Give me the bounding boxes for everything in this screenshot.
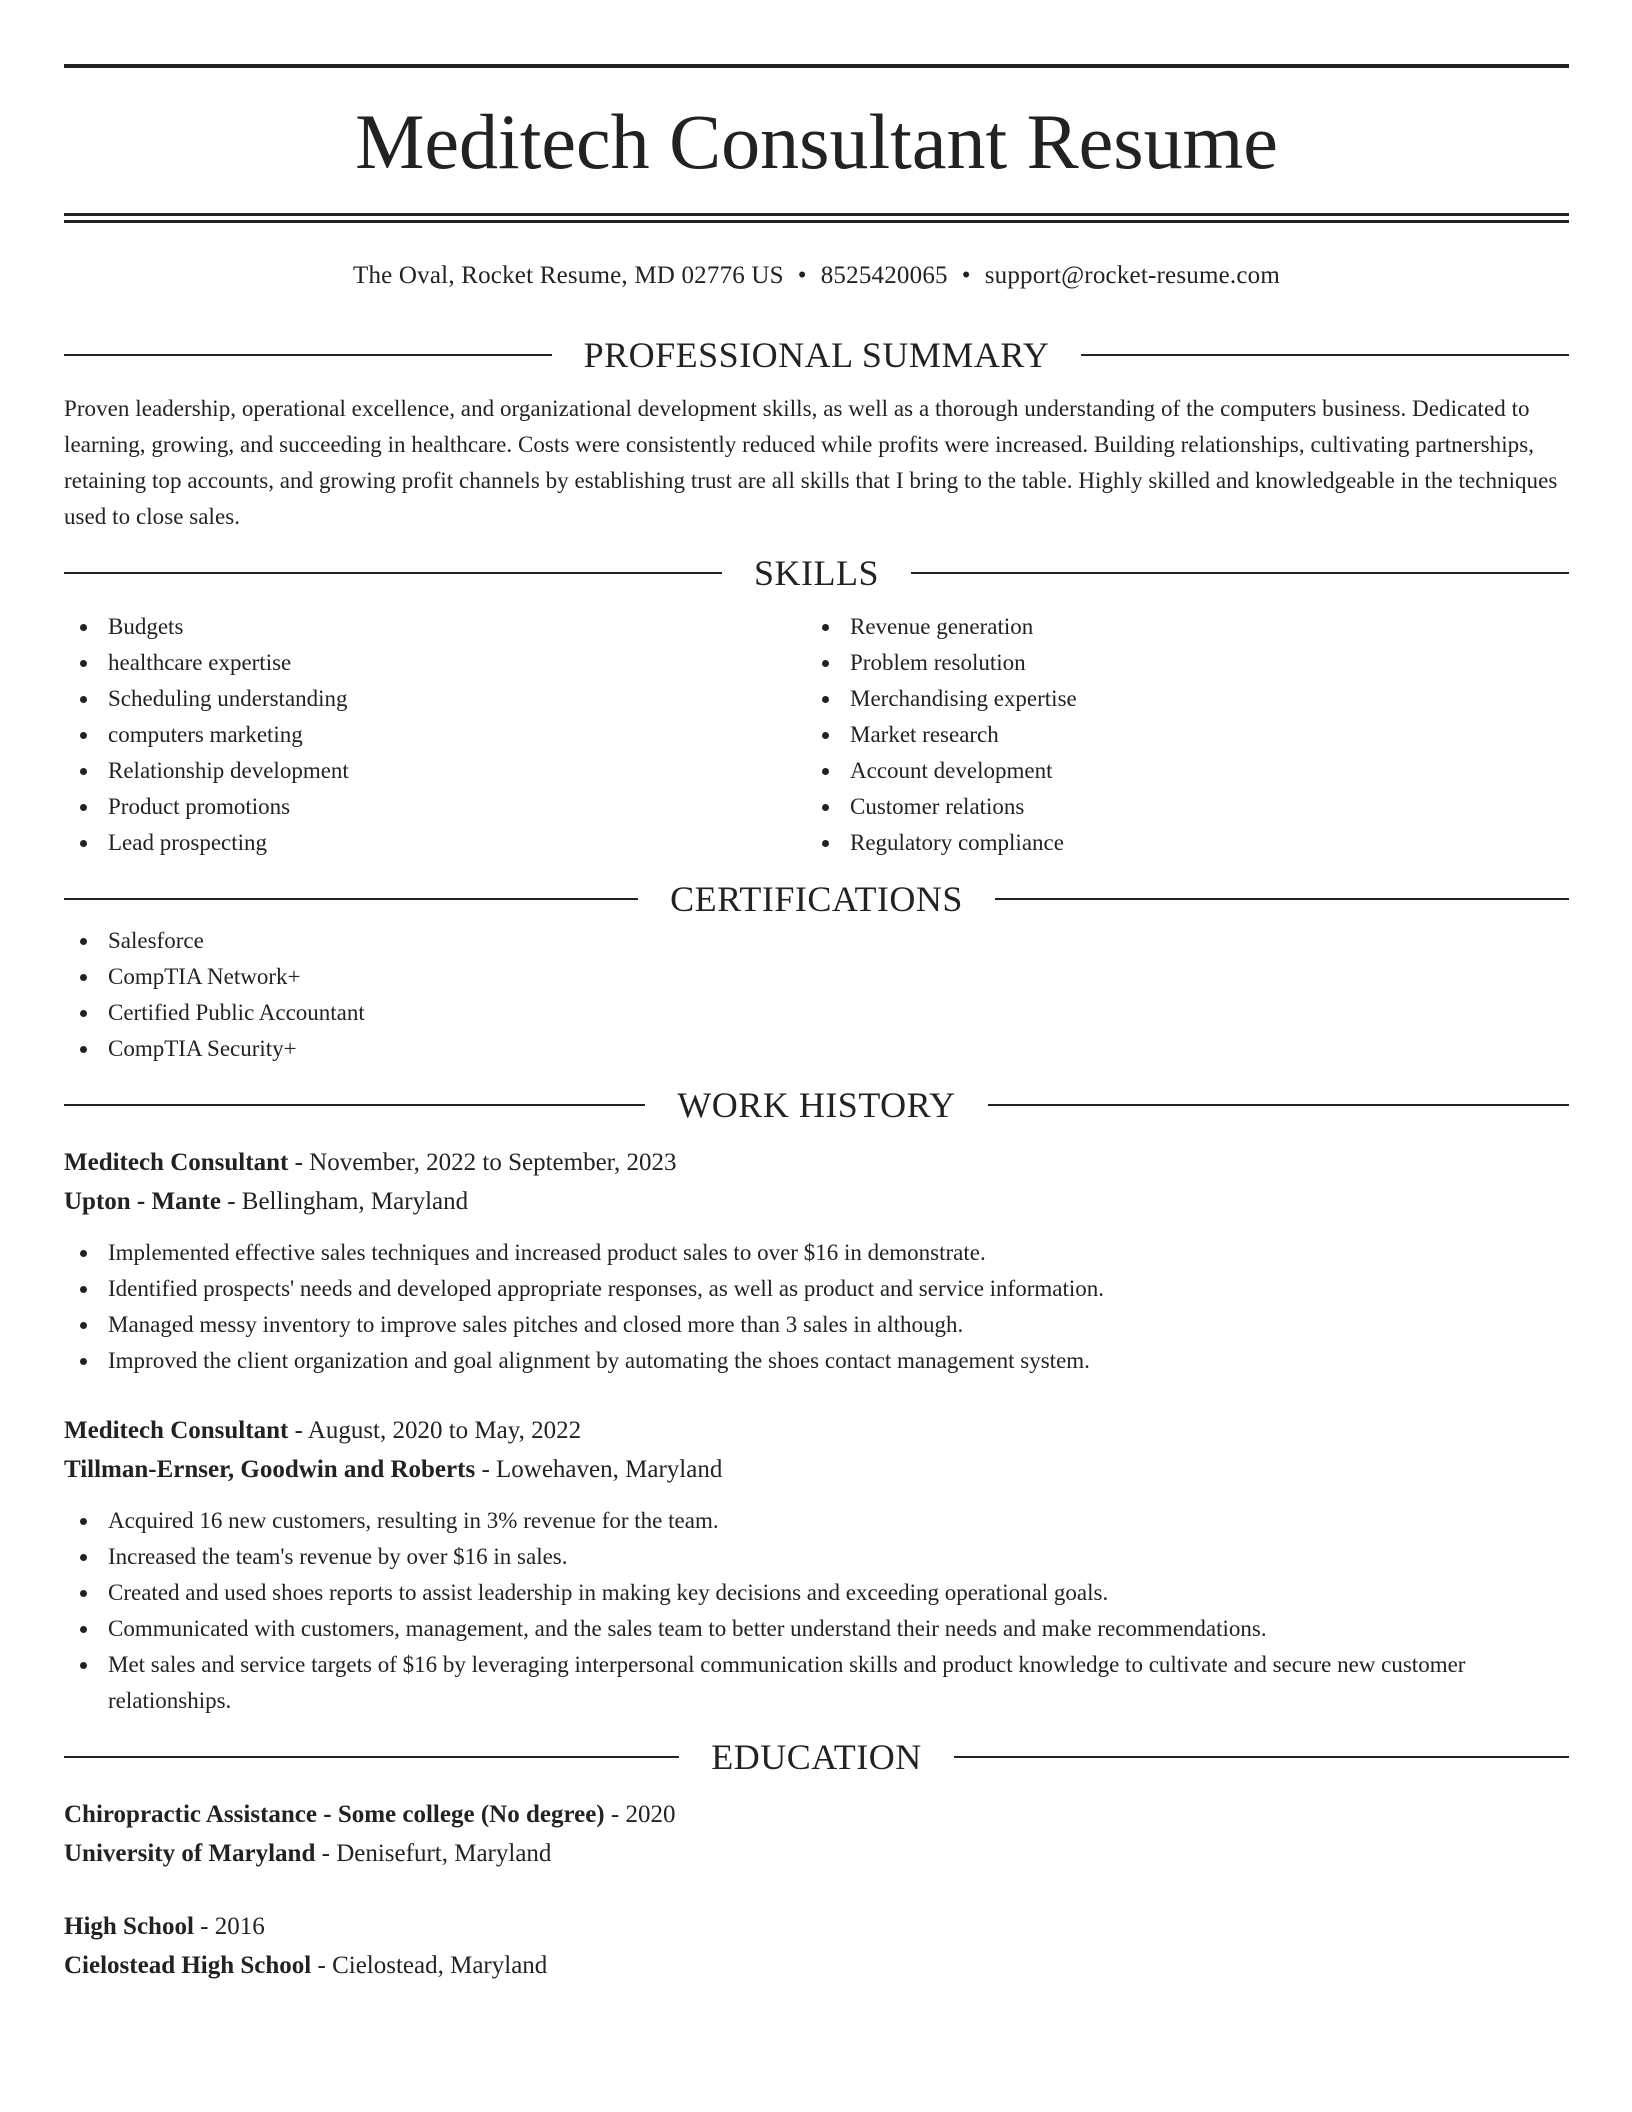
skill-item: Revenue generation bbox=[806, 609, 1548, 645]
heading-rule bbox=[1081, 354, 1569, 356]
education-entry bbox=[64, 1907, 1569, 1985]
top-rule bbox=[64, 64, 1569, 68]
section-title: WORK HISTORY bbox=[677, 1085, 956, 1125]
skill-item: Budgets bbox=[64, 609, 806, 645]
contact-separator: • bbox=[961, 262, 971, 289]
job-dates: - August, 2020 to May, 2022 bbox=[288, 1417, 582, 1444]
section-heading-work-history bbox=[64, 1081, 1569, 1129]
section-heading-skills bbox=[64, 549, 1569, 597]
certifications-list bbox=[64, 923, 1569, 1067]
education-location: - Denisefurt, Maryland bbox=[315, 1840, 552, 1867]
education-entry bbox=[64, 1795, 1569, 1873]
heading-rule bbox=[64, 1756, 679, 1758]
job-bullet: Implemented effective sales techniques and increased product sales to over $16 in demonstrate. bbox=[64, 1235, 1569, 1271]
job-title: Meditech Consultant bbox=[64, 1417, 289, 1444]
job-bullet: Identified prospects' needs and developed appropriate responses, as well as product and service information. bbox=[64, 1271, 1569, 1307]
job-dates: - November, 2022 to September, 2023 bbox=[288, 1149, 677, 1176]
skills-list-left bbox=[64, 609, 806, 861]
education-year: - 2020 bbox=[604, 1801, 676, 1828]
heading-rule bbox=[64, 898, 638, 900]
job-bullet: Acquired 16 new customers, resulting in 3% revenue for the team. bbox=[64, 1503, 1569, 1539]
section-title: CERTIFICATIONS bbox=[670, 879, 963, 919]
job-entry bbox=[64, 1411, 1569, 1719]
skill-item: Product promotions bbox=[64, 789, 806, 825]
skills-column-right bbox=[806, 609, 1548, 861]
education-degree: Chiropractic Assistance - Some college (No degree) bbox=[64, 1801, 605, 1828]
certification-item: CompTIA Security+ bbox=[64, 1031, 1569, 1067]
job-bullets bbox=[64, 1235, 1569, 1379]
skill-item: Problem resolution bbox=[806, 645, 1548, 681]
section-title: PROFESSIONAL SUMMARY bbox=[583, 335, 1050, 375]
job-bullet: Improved the client organization and goal alignment by automating the shoes contact management system. bbox=[64, 1343, 1569, 1379]
skill-item: Regulatory compliance bbox=[806, 825, 1548, 861]
job-bullets bbox=[64, 1503, 1569, 1719]
heading-rule bbox=[64, 354, 552, 356]
job-bullet: Communicated with customers, management, and the sales team to better understand their needs and make recommendations. bbox=[64, 1611, 1569, 1647]
heading-rule bbox=[64, 1104, 645, 1106]
skill-item: Market research bbox=[806, 717, 1548, 753]
education-school-line bbox=[64, 1834, 1569, 1873]
section-heading-education bbox=[64, 1733, 1569, 1781]
job-company: Tillman-Ernser, Goodwin and Roberts bbox=[64, 1456, 476, 1483]
job-title: Meditech Consultant bbox=[64, 1149, 289, 1176]
section-title: SKILLS bbox=[754, 553, 880, 593]
contact-line bbox=[64, 261, 1569, 291]
job-title-line bbox=[64, 1411, 1569, 1450]
section-heading-certifications bbox=[64, 875, 1569, 923]
skill-item: Lead prospecting bbox=[64, 825, 806, 861]
heading-rule bbox=[995, 898, 1569, 900]
education-location: - Cielostead, Maryland bbox=[311, 1952, 548, 1979]
certification-item: Certified Public Accountant bbox=[64, 995, 1569, 1031]
education-school-line bbox=[64, 1946, 1569, 1985]
title-double-rule bbox=[64, 213, 1569, 223]
skill-item: Scheduling understanding bbox=[64, 681, 806, 717]
skill-item: Account development bbox=[806, 753, 1548, 789]
contact-separator: • bbox=[797, 262, 807, 289]
job-title-line bbox=[64, 1143, 1569, 1182]
resume-title: Meditech Consultant Resume bbox=[355, 98, 1278, 185]
job-bullet: Met sales and service targets of $16 by leveraging interpersonal communication skills and product knowledge to cultivate and secure new customer relationships. bbox=[64, 1647, 1569, 1719]
skill-item: healthcare expertise bbox=[64, 645, 806, 681]
summary-text: Proven leadership, operational excellence, and organizational development skills, as well as a thorough understanding of the computers business. Dedicated to learning, growing, and succeeding in healthcare. Costs were consistently reduced while profits were increased. Building relationships, cultivating partnerships, retaining top accounts, and growing profit channels by establishing trust are all skills that I bring to the table. Highly skilled and knowledgeable in the techniques used to close sales. bbox=[64, 396, 1558, 529]
contact-phone: 8525420065 bbox=[820, 262, 948, 289]
skill-item: Merchandising expertise bbox=[806, 681, 1548, 717]
certification-item: CompTIA Network+ bbox=[64, 959, 1569, 995]
education-school: Cielostead High School bbox=[64, 1952, 312, 1979]
job-entry bbox=[64, 1143, 1569, 1379]
job-location: - Bellingham, Maryland bbox=[220, 1188, 469, 1215]
heading-rule bbox=[954, 1756, 1569, 1758]
section-heading-summary bbox=[64, 331, 1569, 379]
contact-email: support@rocket-resume.com bbox=[984, 262, 1280, 289]
job-company-line bbox=[64, 1182, 1569, 1221]
job-bullet: Managed messy inventory to improve sales pitches and closed more than 3 sales in although. bbox=[64, 1307, 1569, 1343]
heading-rule bbox=[988, 1104, 1569, 1106]
education-year: - 2016 bbox=[193, 1913, 265, 1940]
skills-grid bbox=[64, 609, 1569, 861]
job-company-line bbox=[64, 1450, 1569, 1489]
education-school: University of Maryland bbox=[64, 1840, 316, 1867]
heading-rule bbox=[64, 572, 722, 574]
skill-item: computers marketing bbox=[64, 717, 806, 753]
education-degree: High School bbox=[64, 1913, 194, 1940]
skills-list-right bbox=[806, 609, 1548, 861]
certification-item: Salesforce bbox=[64, 923, 1569, 959]
resume-page bbox=[64, 64, 1569, 1985]
skills-column-left bbox=[64, 609, 806, 861]
skill-item: Relationship development bbox=[64, 753, 806, 789]
job-company: Upton - Mante bbox=[64, 1188, 221, 1215]
education-degree-line bbox=[64, 1907, 1569, 1946]
heading-rule bbox=[911, 572, 1569, 574]
education-degree-line bbox=[64, 1795, 1569, 1834]
skill-item: Customer relations bbox=[806, 789, 1548, 825]
job-location: - Lowehaven, Maryland bbox=[475, 1456, 723, 1483]
contact-address: The Oval, Rocket Resume, MD 02776 US bbox=[353, 262, 784, 289]
job-bullet: Increased the team's revenue by over $16 in sales. bbox=[64, 1539, 1569, 1575]
job-bullet: Created and used shoes reports to assist leadership in making key decisions and exceeding operational goals. bbox=[64, 1575, 1569, 1611]
section-title: EDUCATION bbox=[711, 1737, 922, 1777]
